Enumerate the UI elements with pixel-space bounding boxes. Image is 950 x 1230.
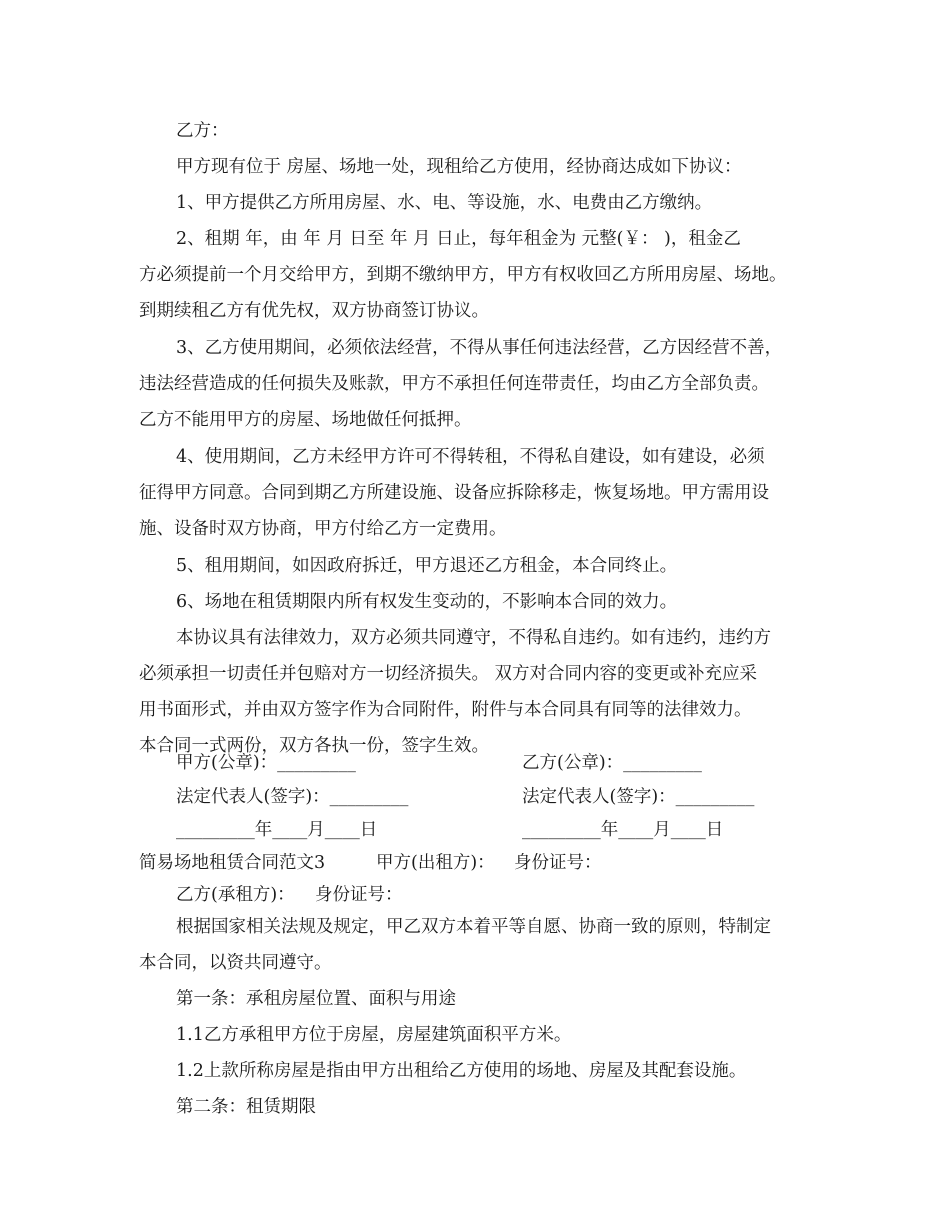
lessor-label: 甲方(出租方)： [376,853,495,873]
contract-3-heading: 简易场地租赁合同范文3 [139,853,326,873]
clause-3-line-3: 乙方不能用甲方的房屋、场地做任何抵押。 [139,410,472,430]
article-1-2: 1.2上款所称房屋是指由甲方出租给乙方使用的场地、房屋及其配套设施。 [176,1061,747,1081]
closing-line-2: 必须承担一切责任并包赔对方一切经济损失。 双方对合同内容的变更或补充应采 [139,664,758,684]
clause-5: 5、租用期间，如因政府拆迁，甲方退还乙方租金，本合同终止。 [176,556,678,576]
closing-line-4: 本合同一式两份，双方各执一份，签字生效。 [139,736,489,756]
preamble-line-1: 根据国家相关法规及规定，甲乙双方本着平等自愿、协商一致的原则，特制定 [176,917,771,937]
party-b-label: 乙方： [176,121,229,141]
lessor-id-label: 身份证号： [514,853,602,873]
clause-4-line-2: 征得甲方同意。合同到期乙方所建设施、设备应拆除移走，恢复场地。甲方需用设 [139,483,769,503]
clause-4-line-1: 4、使用期间，乙方未经甲方许可不得转租，不得私自建设，如有建设，必须 [176,447,765,467]
clause-6: 6、场地在租赁期限内所有权发生变动的，不影响本合同的效力。 [176,592,678,612]
article-1-title: 第一条：承租房屋位置、面积与用途 [176,989,456,1009]
party-a-seal-line: 甲方(公章)：_________ [176,753,356,773]
party-b-date-line: _________年____月____日 [522,820,724,840]
lessee-id-label: 身份证号： [315,885,403,905]
clause-2-line-3: 到期续租乙方有优先权，双方协商签订协议。 [139,301,489,321]
clause-3-line-1: 3、乙方使用期间，必须依法经营，不得从事任何违法经营，乙方因经营不善， [176,338,783,358]
party-a-rep-line: 法定代表人(签字)：_________ [176,787,409,807]
party-b-seal-line: 乙方(公章)：_________ [522,753,702,773]
clause-4-line-3: 施、设备时双方协商，甲方付给乙方一定费用。 [139,519,507,539]
party-b-rep-line: 法定代表人(签字)：_________ [522,787,755,807]
party-a-date-line: _________年____月____日 [176,820,378,840]
clause-3-line-2: 违法经营造成的任何损失及账款，甲方不承担任何连带责任，均由乙方全部负责。 [139,374,769,394]
closing-line-3: 用书面形式，并由双方签字作为合同附件，附件与本合同具有同等的法律效力。 [139,700,752,720]
closing-line-1: 本协议具有法律效力，双方必须共同遵守，不得私自违约。如有违约，违约方 [176,628,771,648]
clause-2-line-2: 方必须提前一个月交给甲方，到期不缴纳甲方，甲方有权收回乙方所用房屋、场地。 [139,265,787,285]
clause-2-line-1: 2、租期 年，由 年 月 日至 年 月 日止，每年租金为 元整(￥： )，租金乙 [176,229,741,249]
article-1-1: 1.1乙方承租甲方位于房屋，房屋建筑面积平方米。 [176,1025,572,1045]
article-2-title: 第二条：租赁期限 [176,1097,316,1117]
preamble-line-2: 本合同，以资共同遵守。 [139,953,332,973]
clause-1: 1、甲方提供乙方所用房屋、水、电、等设施，水、电费由乙方缴纳。 [176,193,713,213]
lessee-label: 乙方(承租方)： [176,885,295,905]
premise-text: 甲方现有位于 房屋、场地一处，现租给乙方使用，经协商达成如下协议： [176,157,742,177]
